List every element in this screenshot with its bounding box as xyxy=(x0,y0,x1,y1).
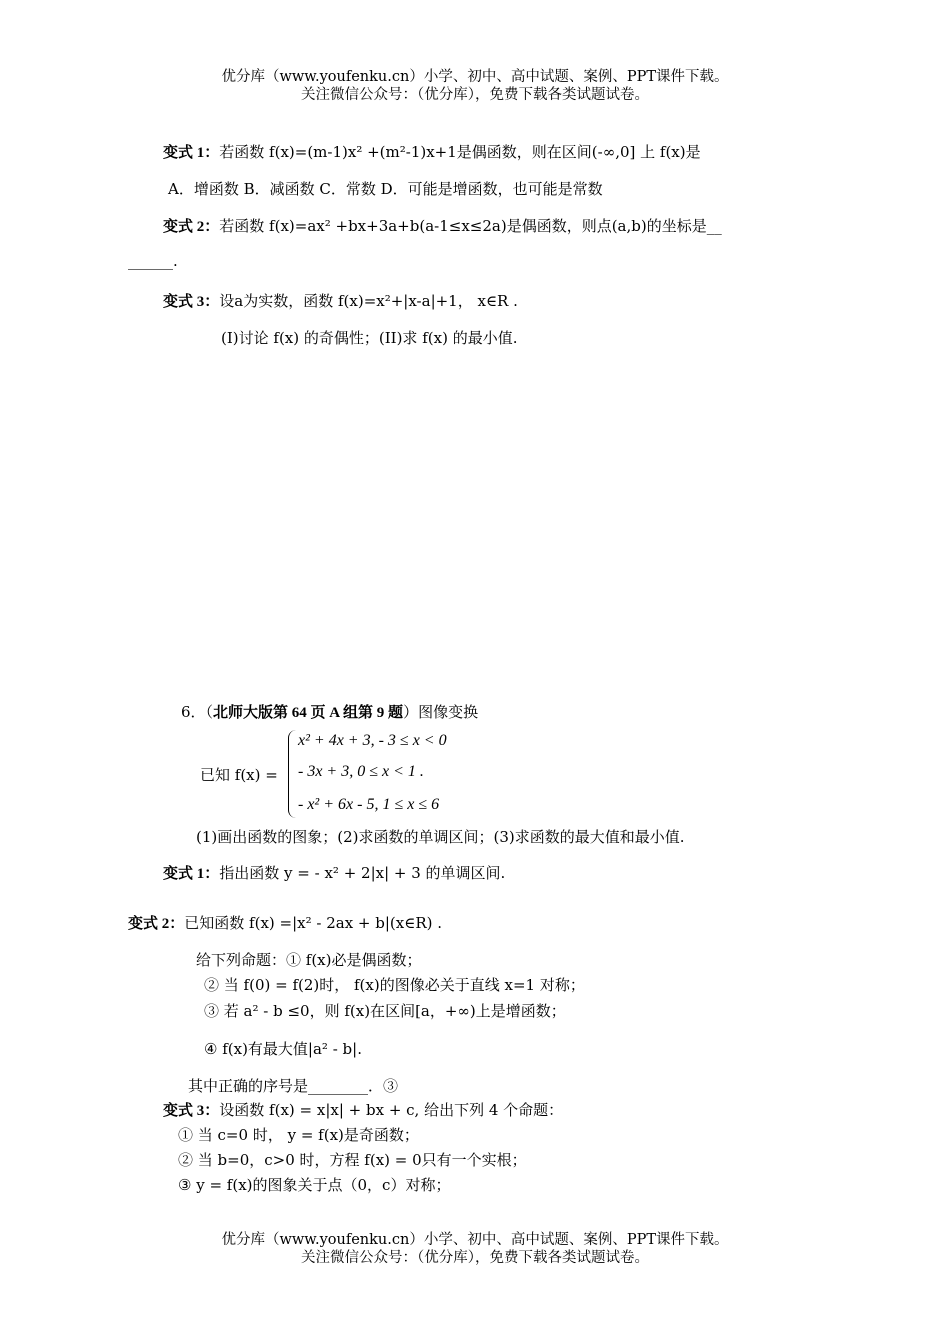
variant-2-line xyxy=(163,215,722,236)
question-6-topic: ）图像变换 xyxy=(403,703,479,721)
variant-b3-claim-1: ① 当 c=0 时， y = f(x)是奇函数； xyxy=(178,1126,419,1144)
question-6-source: 北师大版第 64 页 A 组第 9 题 xyxy=(213,705,404,721)
question-6-number: 6．（ xyxy=(181,703,214,721)
variant-b2-proposition-4: ④ f(x)有最大值|a² - b|. xyxy=(204,1040,362,1058)
variant-b2-proposition-2: ② 当 f(0) = f(2)时， f(x)的图像必关于直线 x=1 对称； xyxy=(204,976,585,994)
variant-2-blank: ______. xyxy=(128,252,178,270)
piecewise-case-3: - x² + 6x - 5, 1 ≤ x ≤ 6 xyxy=(298,796,440,813)
variant-b2-label: 变式 2： xyxy=(128,916,185,932)
question-6-tasks: (1)画出函数的图象；(2)求函数的单调区间；(3)求函数的最大值和最小值. xyxy=(196,828,685,846)
header-line-1: 优分库（www.youfenku.cn）小学、初中、高中试题、案例、PPT课件下载。 xyxy=(221,69,729,85)
variant-1-text: 若函数 f(x)=(m-1)x² +(m²-1)x+1是偶函数，则在区间(-∞,0] 上 f(x)是 xyxy=(219,143,701,161)
piecewise-prefix: 已知 f(x) = xyxy=(200,766,278,784)
variant-b3-claim-2: ② 当 b=0，c>0 时，方程 f(x) = 0只有一个实根； xyxy=(178,1151,527,1169)
variant-1-line xyxy=(163,141,701,162)
variant-b2-proposition-3: ③ 若 a² - b ≤0，则 f(x)在区间[a，+∞)上是增函数； xyxy=(204,1002,566,1020)
variant-1-options: A．增函数 B．减函数 C．常数 D．可能是增函数，也可能是常数 xyxy=(168,180,603,198)
variant-b3-line xyxy=(163,1099,563,1120)
footer-line-2: 关注微信公众号：（优分库），免费下载各类试题试卷。 xyxy=(301,1250,649,1266)
variant-3-label: 变式 3： xyxy=(163,294,220,310)
variant-b1-label: 变式 1： xyxy=(163,866,220,882)
variant-2-text: 若函数 f(x)=ax² +bx+3a+b(a-1≤x≤2a)是偶函数，则点(a,b)的坐标是__ xyxy=(219,217,722,235)
piecewise-case-1: x² + 4x + 3, - 3 ≤ x < 0 xyxy=(298,732,447,749)
variant-b1-line xyxy=(163,862,505,883)
header-line-2: 关注微信公众号：（优分库），免费下载各类试题试卷。 xyxy=(301,87,649,103)
piecewise-case-2: - 3x + 3, 0 ≤ x < 1 . xyxy=(298,763,424,780)
variant-1-label: 变式 1： xyxy=(163,145,220,161)
variant-b3-label: 变式 3： xyxy=(163,1103,220,1119)
variant-b2-answer: 其中正确的序号是________．③ xyxy=(188,1077,399,1095)
variant-2-label: 变式 2： xyxy=(163,219,220,235)
variant-b3-claim-3: ③ y = f(x)的图象关于点（0，c）对称； xyxy=(178,1176,451,1194)
footer-line-1: 优分库（www.youfenku.cn）小学、初中、高中试题、案例、PPT课件下载。 xyxy=(221,1232,729,1248)
variant-b3-text: 设函数 f(x) = x|x| + bx + c, 给出下列 4 个命题： xyxy=(219,1101,564,1119)
variant-3-sub: (I)讨论 f(x) 的奇偶性；(II)求 f(x) 的最小值. xyxy=(221,329,518,347)
variant-b1-text: 指出函数 y = - x² + 2|x| + 3 的单调区间. xyxy=(219,864,506,882)
variant-3-text: 设a为实数，函数 f(x)=x²+|x-a|+1， x∈R . xyxy=(219,292,518,310)
question-6-title xyxy=(181,701,478,722)
variant-b2-intro: 给下列命题：① f(x)必是偶函数； xyxy=(196,951,422,969)
variant-b2-line xyxy=(128,912,442,933)
variant-b2-text: 已知函数 f(x) =|x² - 2ax + b|(x∈R) . xyxy=(184,914,443,932)
variant-3-line xyxy=(163,290,518,311)
